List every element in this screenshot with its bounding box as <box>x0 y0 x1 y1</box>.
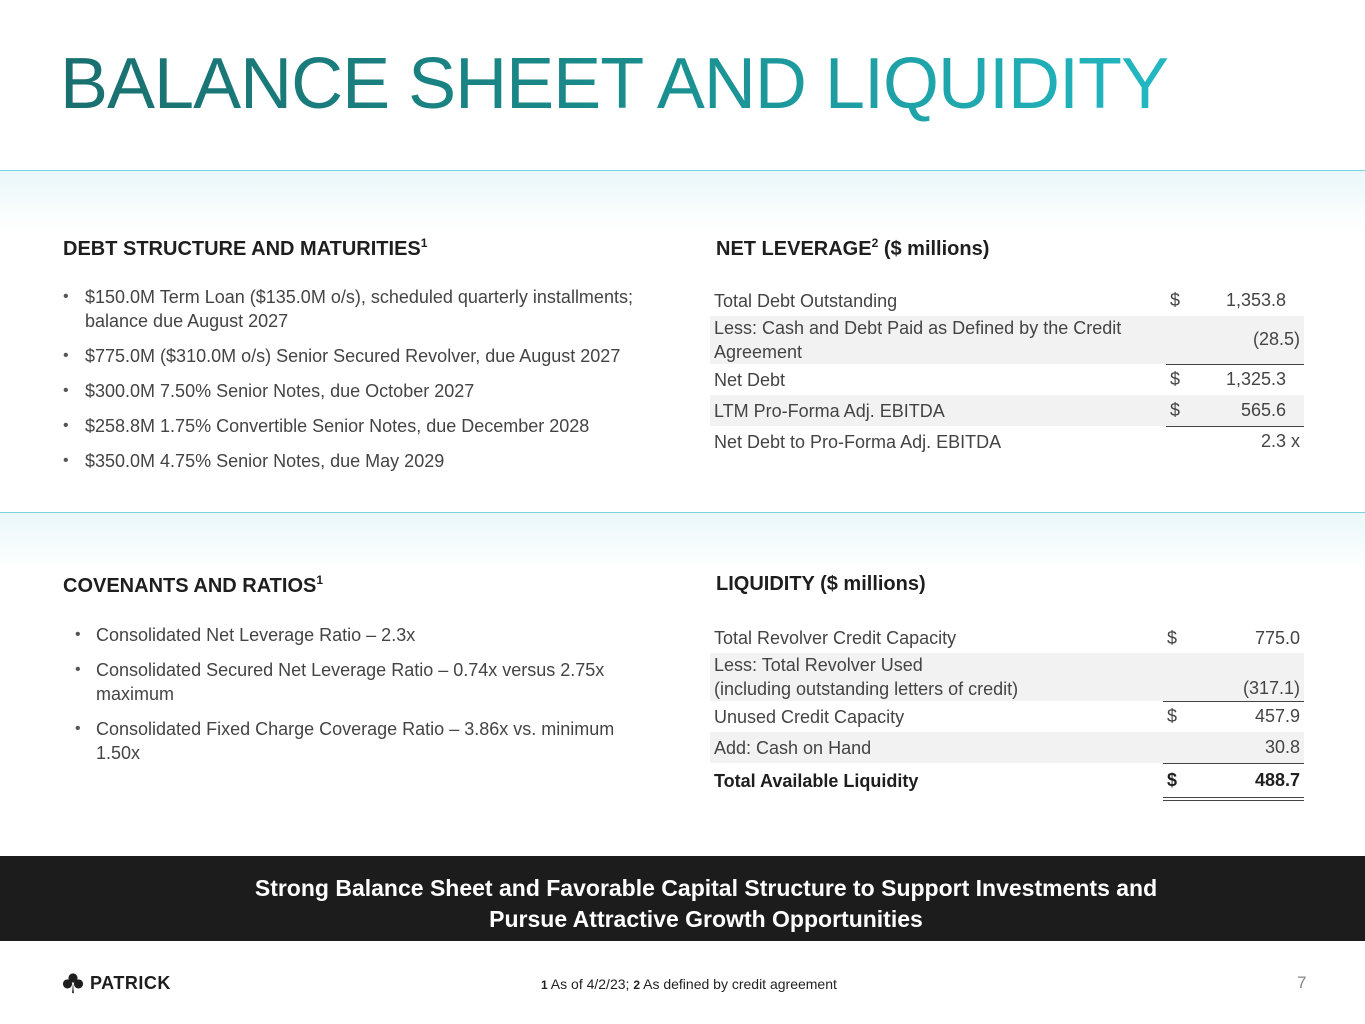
row-currency: $ <box>1170 369 1181 390</box>
row-label: Total Available Liquidity <box>714 771 919 791</box>
footnotes: 1 As of 4/2/23; 2 As defined by credit agreement <box>541 976 837 992</box>
row-currency: $ <box>1163 763 1203 799</box>
row-label <box>710 653 1163 701</box>
net-leverage-heading: NET LEVERAGE$^2$ ($ millions) <box>716 236 990 260</box>
row-value: 30.8 <box>1203 732 1304 763</box>
row-label: Net Debt to Pro-Forma Adj. EBITDA <box>714 431 1002 452</box>
row-value: 1,353.8 <box>1225 290 1286 310</box>
row-currency <box>1163 653 1203 701</box>
list-item: • $150.0M Term Loan ($135.0M o/s), scheduled quarterly installments; balance due August 2027 <box>63 285 653 333</box>
row-currency <box>1166 316 1206 364</box>
row-value: 1,325.3 <box>1225 369 1286 390</box>
table-row <box>710 364 1304 395</box>
section-band-bottom <box>0 512 1365 572</box>
debt-structure-list <box>63 285 653 484</box>
section-band-top <box>0 170 1365 230</box>
logo-text: PATRICK <box>90 972 171 993</box>
liquidity-table <box>710 623 1304 801</box>
banner-line: Pursue Attractive Growth Opportunities <box>489 906 923 932</box>
page-title: BALANCE SHEET AND LIQUIDITY <box>60 44 1168 124</box>
row-currency: $ <box>1170 290 1181 310</box>
list-item: • Consolidated Fixed Charge Coverage Ratio – 3.86x vs. minimum 1.50x <box>63 717 663 765</box>
row-currency <box>1163 732 1203 763</box>
list-item: • Consolidated Net Leverage Ratio – 2.3x <box>63 623 663 647</box>
row-label-line: (including outstanding letters of credit) <box>714 679 1019 699</box>
row-value: (28.5) <box>1206 316 1304 364</box>
covenants-list <box>63 623 663 776</box>
row-currency: $ <box>1167 706 1178 727</box>
row-value: 775.0 <box>1254 627 1300 648</box>
list-item: • Consolidated Secured Net Leverage Ratio – 0.74x versus 2.75x maximum <box>63 658 663 706</box>
row-currency: $ <box>1166 395 1206 426</box>
company-logo <box>62 972 171 994</box>
page-number: 7 <box>1297 973 1307 992</box>
row-currency: $ <box>1167 627 1178 648</box>
table-row <box>710 623 1304 653</box>
row-label: LTM Pro-Forma Adj. EBITDA <box>710 395 1166 426</box>
summary-banner <box>0 856 1365 941</box>
row-value: 565.6 <box>1206 395 1304 426</box>
table-row <box>710 653 1304 701</box>
net-leverage-table <box>710 285 1304 457</box>
row-value: 2.3 x <box>1260 431 1300 452</box>
table-row <box>710 316 1304 364</box>
row-label: Net Debt <box>714 369 786 390</box>
row-value: (317.1) <box>1203 653 1304 701</box>
row-currency <box>1166 426 1206 457</box>
table-row <box>710 426 1304 457</box>
clover-icon <box>62 972 84 994</box>
list-item: • $258.8M 1.75% Convertible Senior Notes, due December 2028 <box>63 414 653 438</box>
row-label: Total Revolver Credit Capacity <box>714 628 957 648</box>
row-value: 488.7 <box>1203 763 1304 799</box>
table-row <box>710 701 1304 732</box>
table-row <box>710 732 1304 763</box>
list-item: • $775.0M ($310.0M o/s) Senior Secured Revolver, due August 2027 <box>63 344 653 368</box>
banner-line: Strong Balance Sheet and Favorable Capital Structure to Support Investments and <box>254 875 1158 901</box>
row-label: Less: Cash and Debt Paid as Defined by the Credit Agreement <box>710 316 1166 364</box>
row-label-line: Less: Total Revolver Used <box>714 655 923 675</box>
list-item: • $350.0M 4.75% Senior Notes, due May 2029 <box>63 449 653 473</box>
row-label: Total Debt Outstanding <box>714 290 898 311</box>
table-row <box>710 763 1304 799</box>
liquidity-heading: LIQUIDITY ($ millions) <box>716 573 926 595</box>
list-item: • $300.0M 7.50% Senior Notes, due October 2027 <box>63 379 653 403</box>
table-row <box>710 285 1304 316</box>
covenants-heading: COVENANTS AND RATIOS$^1$ <box>63 573 324 597</box>
debt-structure-heading: DEBT STRUCTURE AND MATURITIES$^1$ <box>63 236 428 260</box>
table-row <box>710 395 1304 426</box>
row-label: Add: Cash on Hand <box>710 732 1163 763</box>
row-value: 457.9 <box>1254 706 1300 727</box>
row-label: Unused Credit Capacity <box>714 706 905 727</box>
